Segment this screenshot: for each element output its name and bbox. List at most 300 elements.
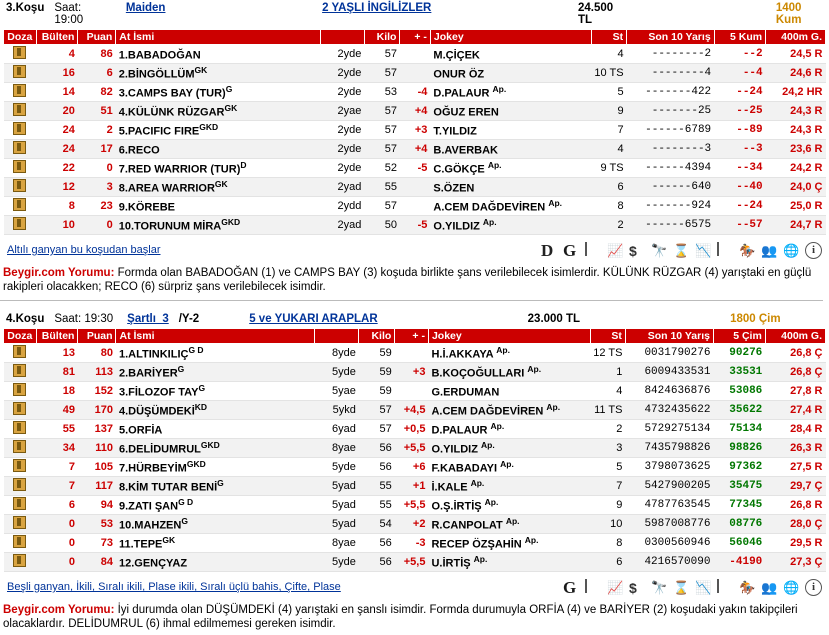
silks-icon[interactable]: 🏇: [739, 242, 756, 258]
weight-cell: 56: [359, 458, 395, 477]
puan-cell: 86: [78, 45, 116, 64]
horse-name[interactable]: 9.ZATI ŞAN: [118, 500, 179, 513]
gate-cell: [4, 344, 37, 363]
horse-flags: G: [181, 516, 188, 527]
stall-icon: [13, 103, 26, 116]
gate-cell: [4, 121, 37, 140]
jockey-apprentice: Ap.: [492, 84, 507, 95]
race-number: 3.Koşu: [6, 2, 45, 14]
horse-flags: G: [217, 478, 224, 489]
jockey-name[interactable]: S.ÖZEN: [433, 182, 475, 195]
bulten-cell: 0: [36, 515, 78, 534]
stall-icon: [13, 497, 26, 510]
col-bulten[interactable]: Bülten: [36, 329, 78, 344]
jockey-cell[interactable]: [430, 64, 591, 83]
horse-name[interactable]: 5.PACIFIC FIRE: [118, 125, 200, 138]
col-plusminus[interactable]: + -: [395, 329, 429, 344]
horse-name-cell[interactable]: [116, 140, 320, 159]
race-table-3: [3, 29, 826, 235]
calculator-icon[interactable]: [717, 243, 734, 258]
table-row[interactable]: [4, 439, 826, 458]
col-5cim[interactable]: 5 Çim: [713, 329, 765, 344]
jockey-cell[interactable]: [428, 420, 590, 439]
weight-cell: 57: [359, 420, 395, 439]
start-cell: 2: [590, 420, 625, 439]
col-bulten[interactable]: Bülten: [36, 30, 78, 45]
horse-flags: GKD: [221, 217, 241, 228]
start-cell: 3: [590, 439, 625, 458]
horse-name-cell[interactable]: [116, 439, 314, 458]
col-5kum[interactable]: 5 Kum: [714, 30, 765, 45]
col-400m[interactable]: 400m G.: [766, 30, 826, 45]
final400-cell: 23,6 R: [766, 140, 826, 159]
jockey-apprentice: Ap.: [527, 364, 542, 375]
horse-name[interactable]: 7.RED WARRIOR (TUR): [118, 163, 241, 176]
weight-cell: 57: [364, 45, 400, 64]
start-cell: 9: [591, 102, 626, 121]
start-cell: 8: [591, 197, 626, 216]
info-icon[interactable]: i: [805, 579, 822, 596]
horse-name[interactable]: 8.KİM TUTAR BENİ: [118, 481, 218, 494]
final400-cell: 24,7 R: [766, 216, 826, 235]
col-puan[interactable]: Puan: [78, 30, 116, 45]
globe-icon[interactable]: 🌐: [783, 579, 800, 595]
col-st[interactable]: St: [590, 329, 625, 344]
start-cell: 6: [590, 553, 625, 572]
globe-icon[interactable]: 🌐: [783, 242, 800, 258]
info-icon[interactable]: i: [805, 242, 822, 259]
jockey-name[interactable]: C.GÖKÇE: [433, 163, 485, 176]
horse-name[interactable]: 4.KÜLÜNK RÜZGAR: [118, 106, 225, 119]
race-time: Saat: 19:00: [54, 2, 84, 26]
horse-name[interactable]: 2.BARİYER: [118, 367, 178, 380]
age-cell: 2yde: [320, 45, 364, 64]
table-row[interactable]: [4, 515, 826, 534]
horse-name-cell[interactable]: [116, 344, 314, 363]
start-cell: 4: [591, 45, 626, 64]
jockey-name[interactable]: B.AVERBAK: [433, 144, 498, 157]
table-row[interactable]: [4, 197, 826, 216]
last10-cell: 5987008776: [625, 515, 713, 534]
horse-name-cell[interactable]: [116, 401, 314, 420]
gate-cell: [4, 178, 37, 197]
jockey-apprentice: Ap.: [473, 554, 488, 565]
col-jokey[interactable]: Jokey: [430, 30, 591, 45]
horse-name-cell[interactable]: [116, 83, 320, 102]
chart-up-icon[interactable]: 📈: [607, 242, 624, 258]
jockey-cell[interactable]: [430, 159, 591, 178]
race-prize: 23.000 TL: [527, 313, 581, 325]
horse-name[interactable]: 9.KÖREBE: [118, 201, 175, 214]
horse-name-cell[interactable]: [116, 363, 314, 382]
start-cell: 9: [590, 496, 625, 515]
gate-cell: [4, 439, 37, 458]
col-400m[interactable]: 400m G.: [765, 329, 825, 344]
jockey-cell[interactable]: [428, 553, 590, 572]
race-prize: 24.500 TL: [578, 2, 614, 26]
bulten-cell: 7: [36, 458, 78, 477]
horse-name[interactable]: 3.CAMPS BAY (TUR): [118, 87, 226, 100]
race-block-4: [0, 311, 829, 631]
horse-name[interactable]: 3.FİLOZOF TAY: [118, 386, 199, 399]
weight-delta-cell: +5,5: [395, 439, 429, 458]
col-st[interactable]: St: [591, 30, 626, 45]
bulten-cell: 12: [36, 178, 78, 197]
jockey-name[interactable]: T.YILDIZ: [433, 125, 477, 138]
horse-name-cell[interactable]: [116, 534, 314, 553]
gate-cell: [4, 382, 37, 401]
table-row[interactable]: [4, 64, 826, 83]
trend-icon[interactable]: 📉: [695, 242, 712, 258]
binoculars-icon[interactable]: 🔭: [651, 242, 668, 258]
weight-cell: 57: [364, 197, 400, 216]
puan-cell: 82: [78, 83, 116, 102]
age-cell: 2yde: [320, 140, 364, 159]
start-cell: 7: [590, 477, 625, 496]
weight-cell: 50: [364, 216, 400, 235]
jockey-name[interactable]: B.KOÇOĞULLARI: [431, 367, 525, 380]
race-agegroup-link[interactable]: 2 YAŞLI İNGİLİZLER: [322, 2, 432, 14]
comment-text: İyi durumda olan DÜŞÜMDEKİ (4) yarıştaki en şanslı isimdir. Formda durumuyla ORFİA (4) ve BARİYER (2) koşudaki yakın takipçileri olacaklardır. DELİDUMRUL (6) ihmal edilmemesi gereken isimdir.: [3, 604, 798, 630]
final400-cell: 28,0 Ç: [765, 515, 825, 534]
last10-cell: -------924: [627, 197, 715, 216]
jockey-name[interactable]: G.ERDUMAN: [431, 386, 500, 399]
jockey-cell[interactable]: [428, 439, 590, 458]
weight-cell: 59: [359, 363, 395, 382]
last10-cell: 4787763545: [625, 496, 713, 515]
jockey-cell[interactable]: [428, 496, 590, 515]
people-icon[interactable]: 👥: [761, 242, 778, 258]
comment-label: Beygir.com Yorumu:: [3, 267, 115, 279]
race-track: 1800 Çim: [730, 313, 781, 325]
final400-cell: 26,8 Ç: [765, 344, 825, 363]
horse-flags: G: [177, 364, 185, 375]
age-cell: 2yde: [320, 83, 364, 102]
horse-name-cell[interactable]: [116, 477, 314, 496]
race-comment-3: [3, 266, 821, 294]
bulten-cell: 24: [36, 121, 78, 140]
horse-name-cell[interactable]: [116, 121, 320, 140]
stall-icon: [13, 65, 26, 78]
letter-g-icon[interactable]: G: [563, 577, 577, 597]
dollar-icon[interactable]: $: [629, 242, 637, 259]
final400-cell: 26,8 Ç: [765, 363, 825, 382]
last5-surface-cell: 56046: [713, 534, 765, 553]
table-row[interactable]: [4, 102, 826, 121]
hourglass-icon[interactable]: ⌛: [673, 242, 690, 258]
last10-cell: 0031790276: [625, 344, 713, 363]
final400-cell: 24,0 Ç: [766, 178, 826, 197]
horse-name[interactable]: 4.DÜŞÜMDEKİ: [118, 405, 195, 418]
stall-icon: [13, 122, 26, 135]
col-kilo[interactable]: Kilo: [364, 30, 400, 45]
jockey-name[interactable]: A.CEM DAĞDEVİREN: [433, 201, 546, 214]
stall-icon: [13, 421, 26, 434]
jockey-name[interactable]: D.PALAUR: [431, 424, 488, 437]
weight-cell: 54: [359, 515, 395, 534]
col-doza[interactable]: Doza: [4, 329, 37, 344]
stall-icon: [13, 46, 26, 59]
table-row[interactable]: [4, 382, 826, 401]
horse-name[interactable]: 7.HÜRBEYİM: [118, 462, 187, 475]
col-doza[interactable]: Doza: [4, 30, 37, 45]
horse-name-cell[interactable]: [116, 178, 320, 197]
col-plusminus[interactable]: + -: [400, 30, 430, 45]
horse-name-cell[interactable]: [116, 216, 320, 235]
jockey-name[interactable]: A.CEM DAĞDEVİREN: [431, 405, 544, 418]
puan-cell: 2: [78, 121, 116, 140]
table-row[interactable]: [4, 344, 826, 363]
weight-delta-cell: +1: [395, 477, 429, 496]
final400-cell: 24,6 R: [766, 64, 826, 83]
race-block-3: [0, 0, 829, 294]
horse-name[interactable]: 10.MAHZEN: [118, 519, 182, 532]
jockey-name[interactable]: M.ÇİÇEK: [433, 49, 480, 62]
race-table-body-3: [4, 45, 826, 235]
table-row[interactable]: [4, 496, 826, 515]
jockey-apprentice: Ap.: [484, 497, 499, 508]
final400-cell: 29,7 Ç: [765, 477, 825, 496]
horse-flags: G: [198, 383, 206, 394]
horse-name-cell[interactable]: [116, 420, 314, 439]
table-header-row: [4, 329, 826, 344]
age-cell: 2yde: [320, 159, 364, 178]
jockey-cell[interactable]: [430, 216, 591, 235]
last5-surface-cell: --2: [714, 45, 765, 64]
horse-name-cell[interactable]: [116, 159, 320, 178]
table-row[interactable]: [4, 45, 826, 64]
last5-surface-cell: --25: [714, 102, 765, 121]
horse-name-cell[interactable]: [116, 458, 314, 477]
horse-name-cell[interactable]: [116, 45, 320, 64]
calendar-icon[interactable]: [585, 243, 602, 258]
weight-cell: 57: [359, 401, 395, 420]
table-row[interactable]: [4, 178, 826, 197]
jockey-apprentice: Ap.: [500, 459, 514, 470]
jockey-name[interactable]: İ.KALE: [431, 481, 468, 494]
horse-name[interactable]: 11.TEPE: [118, 538, 163, 551]
final400-cell: 24,3 R: [766, 121, 826, 140]
horse-name[interactable]: 5.ORFİA: [118, 424, 163, 437]
jockey-cell[interactable]: [428, 363, 590, 382]
jockey-cell[interactable]: [428, 344, 590, 363]
table-header-row: [4, 30, 826, 45]
horse-flags: G D: [178, 497, 194, 508]
table-row[interactable]: [4, 121, 826, 140]
col-jokey[interactable]: Jokey: [428, 329, 590, 344]
jockey-name[interactable]: ONUR ÖZ: [433, 68, 485, 81]
horse-name[interactable]: 8.AREA WARRIOR: [118, 182, 215, 195]
horse-flags: D: [240, 160, 247, 171]
jockey-cell[interactable]: [428, 515, 590, 534]
last5-surface-cell: 53086: [713, 382, 765, 401]
hourglass-icon[interactable]: ⌛: [673, 579, 690, 595]
jockey-cell[interactable]: [428, 401, 590, 420]
table-row[interactable]: [4, 534, 826, 553]
jockey-name[interactable]: O.YILDIZ: [433, 220, 480, 233]
horse-name[interactable]: 12.GENÇYAZ: [118, 557, 188, 570]
jockey-cell[interactable]: [428, 458, 590, 477]
table-row[interactable]: [4, 140, 826, 159]
puan-cell: 117: [78, 477, 116, 496]
gate-cell: [4, 197, 37, 216]
col-at-ismi[interactable]: At İsmi: [116, 329, 314, 344]
col-son10[interactable]: Son 10 Yarış: [625, 329, 713, 344]
col-puan[interactable]: Puan: [78, 329, 116, 344]
horse-name-cell[interactable]: [116, 197, 320, 216]
gate-cell: [4, 102, 37, 121]
horse-name[interactable]: 1.BABADOĞAN: [118, 49, 201, 62]
final400-cell: 25,0 R: [766, 197, 826, 216]
jockey-name[interactable]: D.PALAUR: [433, 87, 490, 100]
age-cell: 8yae: [314, 439, 359, 458]
jockey-name[interactable]: RECEP ÖZŞAHİN: [431, 538, 522, 551]
final400-cell: 26,3 R: [765, 439, 825, 458]
horse-name[interactable]: 6.RECO: [118, 144, 160, 157]
puan-cell: 137: [78, 420, 116, 439]
last5-surface-cell: 35475: [713, 477, 765, 496]
final400-cell: 27,3 Ç: [765, 553, 825, 572]
horse-name-cell[interactable]: [116, 102, 320, 121]
jockey-apprentice: Ap.: [470, 478, 485, 489]
bulten-cell: 6: [36, 496, 78, 515]
horse-flags: GK: [224, 103, 238, 114]
gate-cell: [4, 64, 37, 83]
table-row[interactable]: [4, 553, 826, 572]
last10-cell: --------4: [627, 64, 715, 83]
jockey-name[interactable]: H.İ.AKKAYA: [431, 348, 494, 361]
gate-cell: [4, 553, 37, 572]
jockey-cell[interactable]: [428, 534, 590, 553]
gate-cell: [4, 216, 37, 235]
jockey-name[interactable]: O.Ş.İRTİŞ: [431, 500, 482, 513]
last5-surface-cell: 33531: [713, 363, 765, 382]
horse-name[interactable]: 6.DELİDUMRUL: [118, 443, 201, 456]
bulten-cell: 81: [36, 363, 78, 382]
bulten-cell: 20: [36, 102, 78, 121]
stall-icon: [13, 459, 26, 472]
horse-name-cell[interactable]: [116, 496, 314, 515]
letter-g-icon[interactable]: G: [563, 240, 577, 260]
horse-flags: KD: [194, 402, 208, 413]
weight-delta-cell: [395, 344, 429, 363]
horse-name-cell[interactable]: [116, 64, 320, 83]
race-condition-link[interactable]: Maiden: [125, 2, 166, 14]
horse-name-cell[interactable]: [116, 553, 314, 572]
last5-surface-cell: 98826: [713, 439, 765, 458]
jockey-apprentice: Ap.: [505, 516, 520, 527]
jockey-name[interactable]: OĞUZ EREN: [433, 106, 499, 119]
bulten-cell: 14: [36, 83, 78, 102]
calendar-icon[interactable]: [585, 580, 602, 595]
weight-cell: 57: [364, 102, 400, 121]
horse-name[interactable]: 10.TORUNUM MİRA: [118, 220, 222, 233]
letter-d-icon[interactable]: D: [541, 240, 554, 260]
horse-name-cell[interactable]: [116, 382, 314, 401]
jockey-name[interactable]: O.YILDIZ: [431, 443, 478, 456]
weight-cell: 59: [359, 344, 395, 363]
jockey-name[interactable]: F.KABADAYI: [431, 462, 498, 475]
weight-cell: 56: [359, 534, 395, 553]
bulten-cell: 10: [36, 216, 78, 235]
table-row[interactable]: [4, 420, 826, 439]
race-condition-link[interactable]: Şartlı_3: [127, 313, 169, 325]
puan-cell: 80: [78, 344, 116, 363]
jockey-name[interactable]: U.İRTİŞ: [431, 557, 471, 570]
race-agegroup-link[interactable]: 5 ve YUKARI ARAPLAR: [249, 313, 378, 325]
jockey-cell[interactable]: [430, 140, 591, 159]
age-cell: 5yad: [314, 496, 359, 515]
horse-name-cell[interactable]: [116, 515, 314, 534]
table-row[interactable]: [4, 216, 826, 235]
chart-up-icon[interactable]: 📈: [607, 579, 624, 595]
table-row[interactable]: [4, 477, 826, 496]
silks-icon[interactable]: 🏇: [739, 579, 756, 595]
jockey-cell[interactable]: [428, 477, 590, 496]
last10-cell: 4216570090: [625, 553, 713, 572]
jockey-cell[interactable]: [430, 102, 591, 121]
race-number: 4.Koşu: [6, 313, 45, 325]
trend-icon[interactable]: 📉: [695, 579, 712, 595]
stall-icon: [13, 345, 26, 358]
race-footnote[interactable]: Altılı ganyan bu koşudan başlar: [7, 244, 161, 256]
jockey-cell[interactable]: [428, 382, 590, 401]
gate-cell: [4, 515, 37, 534]
table-row[interactable]: [4, 159, 826, 178]
col-yas: [314, 329, 359, 344]
weight-cell: 59: [359, 382, 395, 401]
table-row[interactable]: [4, 401, 826, 420]
last10-cell: -------422: [627, 83, 715, 102]
col-at-ismi[interactable]: At İsmi: [116, 30, 320, 45]
age-cell: 8yde: [314, 344, 359, 363]
last10-cell: ------4394: [627, 159, 715, 178]
jockey-cell[interactable]: [430, 178, 591, 197]
jockey-name[interactable]: R.CANPOLAT: [431, 519, 503, 532]
stall-icon: [13, 364, 26, 377]
jockey-cell[interactable]: [430, 83, 591, 102]
jockey-cell[interactable]: [430, 121, 591, 140]
start-cell: 5: [590, 458, 625, 477]
jockey-cell[interactable]: [430, 197, 591, 216]
gate-cell: [4, 363, 37, 382]
last10-cell: 8424636876: [625, 382, 713, 401]
col-kilo[interactable]: Kilo: [359, 329, 395, 344]
race-footnote[interactable]: Beşli ganyan, İkili, Sıralı ikili, Plase ikili, Sıralı üçlü bahis, Çifte, Plase: [7, 581, 341, 593]
age-cell: 5yde: [314, 458, 359, 477]
table-row[interactable]: [4, 83, 826, 102]
calculator-icon[interactable]: [717, 580, 734, 595]
horse-name[interactable]: 2.BİNGÖLLÜM: [118, 68, 195, 81]
people-icon[interactable]: 👥: [761, 579, 778, 595]
table-row[interactable]: [4, 458, 826, 477]
age-cell: 2yad: [320, 216, 364, 235]
start-cell: 4: [590, 382, 625, 401]
jockey-cell[interactable]: [430, 45, 591, 64]
col-son10[interactable]: Son 10 Yarış: [627, 30, 715, 45]
jockey-apprentice: Ap.: [546, 402, 561, 413]
last10-cell: 7435798826: [625, 439, 713, 458]
race-table-body-4: [4, 344, 826, 572]
horse-name[interactable]: 1.ALTINKILIÇ: [118, 348, 189, 361]
table-row[interactable]: [4, 363, 826, 382]
race-time: Saat: 19:30: [54, 313, 114, 325]
final400-cell: 27,4 R: [765, 401, 825, 420]
dollar-icon[interactable]: $: [629, 579, 637, 596]
race-header-4: [0, 311, 829, 328]
last10-cell: -------25: [627, 102, 715, 121]
binoculars-icon[interactable]: 🔭: [651, 579, 668, 595]
